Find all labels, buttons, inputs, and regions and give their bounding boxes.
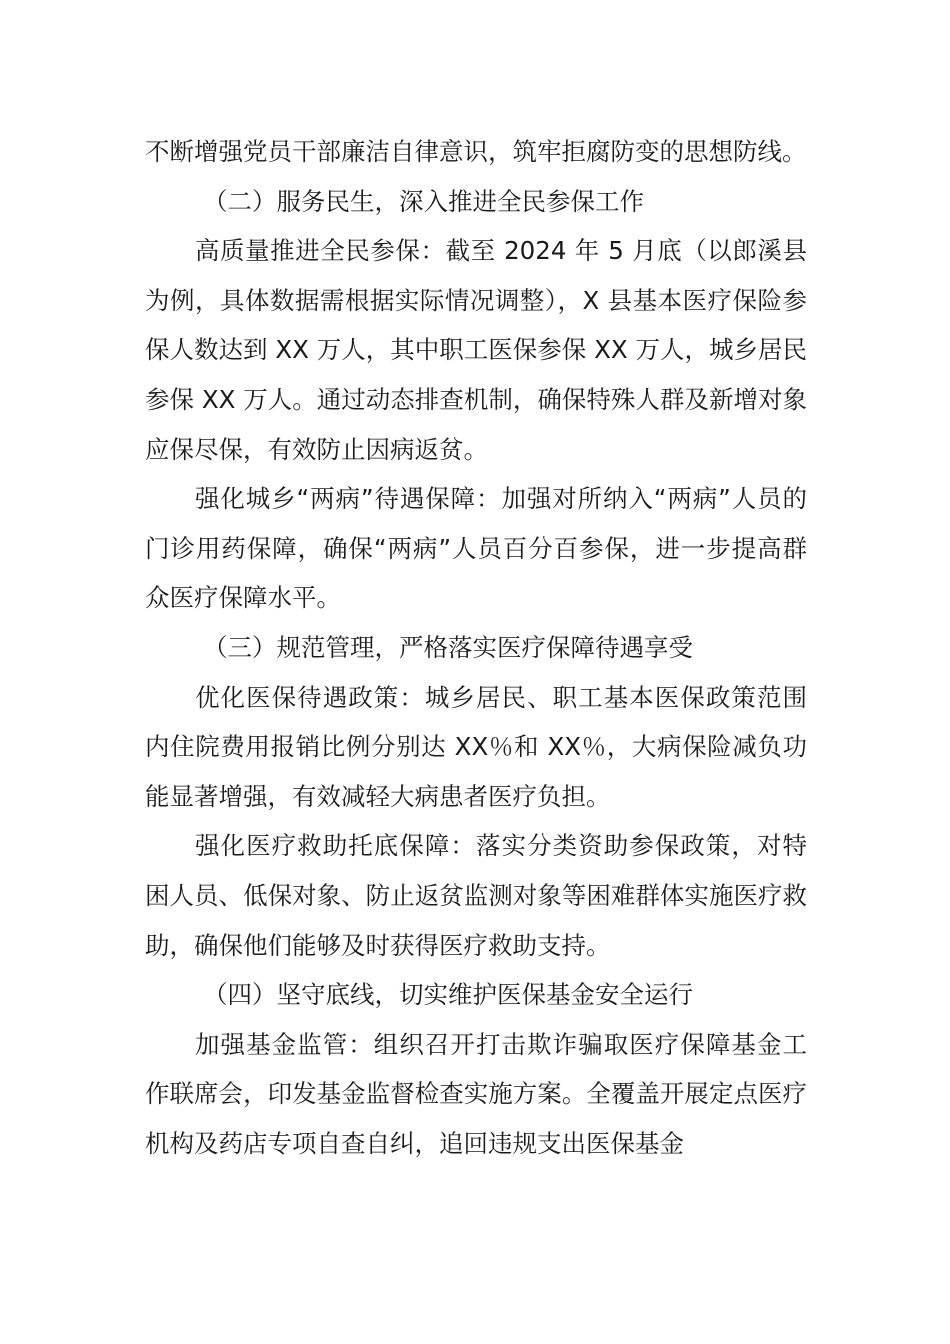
section-heading-4: （四）坚守底线，切实维护医保基金安全运行 <box>203 980 693 1010</box>
section-heading-3: （三）规范管理，严格落实医疗保障待遇享受 <box>203 632 693 662</box>
section-heading-2: （二）服务民生，深入推进全民参保工作 <box>203 186 644 216</box>
paragraph-fund-supervision: 加强基金监管：组织召开打击欺诈骗取医疗保障基金工作联席会，印发基金监督检查实施方案。全覆盖开展定点医疗机构及药店专项自查自纠，追回违规支出医保基金 <box>145 1029 807 1158</box>
paragraph-medical-assistance: 强化医疗救助托底保障：落实分类资助参保政策，对特困人员、低保对象、防止返贫监测对象等困难群体实施医疗救助，确保他们能够及时获得医疗救助支持。 <box>145 831 807 960</box>
paragraph-continuation: 不断增强党员干部廉洁自律意识，筑牢拒腐防变的思想防线。 <box>145 137 807 166</box>
paragraph-two-diseases: 强化城乡“两病”待遇保障：加强对所纳入“两病”人员的门诊用药保障，确保“两病”人员百分百参保，进一步提高群众医疗保障水平。 <box>145 484 807 613</box>
paragraph-insurance-coverage: 高质量推进全民参保：截至 2024 年 5 月底（以郎溪县为例，具体数据需根据实际情况调整），X 县基本医疗保险参保人数达到 XX 万人，其中职工医保参保 XX 万人，城乡居民参保 XX 万人。通过动态排查机制，确保特殊人群及新增对象应保尽保，有效防止因病返贫。 <box>145 236 807 464</box>
paragraph-benefit-policy: 优化医保待遇政策：城乡居民、职工基本医保政策范围内住院费用报销比例分别达 XX％和 XX％，大病保险减负功能显著增强，有效减轻大病患者医疗负担。 <box>145 682 807 811</box>
document-body <box>145 127 807 1168</box>
